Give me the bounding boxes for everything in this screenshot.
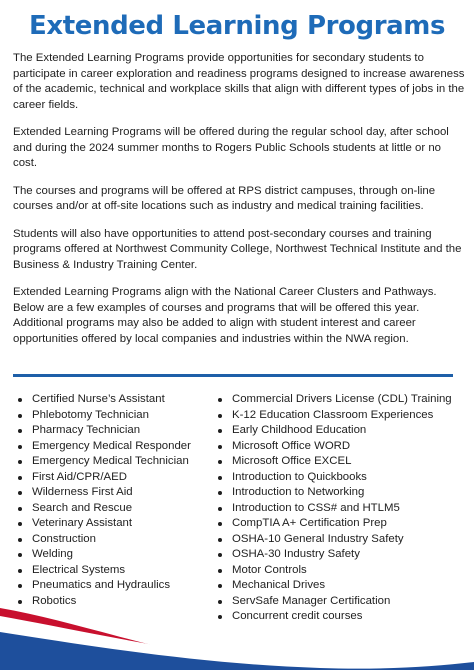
list-item: Wilderness First Aid <box>15 485 191 501</box>
list-item: Introduction to Networking <box>215 485 452 501</box>
list-item: Welding <box>15 547 191 563</box>
page-title: Extended Learning Programs <box>28 11 446 41</box>
intro-text <box>13 51 465 359</box>
list-item: Phlebotomy Technician <box>15 408 191 424</box>
list-item: OSHA-30 Industry Safety <box>215 547 452 563</box>
list-item: Microsoft Office EXCEL <box>215 454 452 470</box>
list-item: Early Childhood Education <box>215 423 452 439</box>
list-item: Veterinary Assistant <box>15 516 191 532</box>
list-item: Robotics <box>15 594 191 610</box>
list-item: Introduction to CSS# and HTLM5 <box>215 501 452 517</box>
paragraph-schedule: Extended Learning Programs will be offered during the regular school day, after school and during the 2024 summer months to Rogers Public Schools students at little or no cost. <box>13 126 449 169</box>
list-item: Mechanical Drives <box>215 578 452 594</box>
list-item: ServSafe Manager Certification <box>215 594 452 610</box>
list-item: Electrical Systems <box>15 563 191 579</box>
list-item: Concurrent credit courses <box>215 609 452 625</box>
paragraph-overview: The Extended Learning Programs provide opportunities for secondary students to participate in career exploration and readiness programs designed to increase awareness of the academic, technical and workplace skills that align with different types of jobs in the career fields. <box>13 52 465 111</box>
list-item: Emergency Medical Responder <box>15 439 191 455</box>
section-divider <box>13 374 453 377</box>
list-item: Microsoft Office WORD <box>215 439 452 455</box>
list-item: K-12 Education Classroom Experiences <box>215 408 452 424</box>
list-item: Construction <box>15 532 191 548</box>
list-item: First Aid/CPR/AED <box>15 470 191 486</box>
list-item: Pneumatics and Hydraulics <box>15 578 191 594</box>
list-item: OSHA-10 General Industry Safety <box>215 532 452 548</box>
list-item: Commercial Drivers License (CDL) Training <box>215 392 452 408</box>
list-item: Search and Rescue <box>15 501 191 517</box>
program-list-left <box>15 392 191 609</box>
paragraph-locations: The courses and programs will be offered at RPS district campuses, through on-line courses and/or at off-site locations such as industry and medical training facilities. <box>13 184 436 212</box>
list-item: CompTIA A+ Certification Prep <box>215 516 452 532</box>
list-item: Motor Controls <box>215 563 452 579</box>
decorative-swoosh <box>0 580 474 670</box>
list-item: Emergency Medical Technician <box>15 454 191 470</box>
list-item: Introduction to Quickbooks <box>215 470 452 486</box>
paragraph-postsecondary: Students will also have opportunities to attend post-secondary courses and training programs offered at Northwest Community College, Northwest Technical Institute and the Business & Industry Training Center. <box>13 227 462 271</box>
list-item: Pharmacy Technician <box>15 423 191 439</box>
paragraph-career-clusters: Extended Learning Programs align with the National Career Clusters and Pathways. Below are a few examples of courses and programs that will be offered this year. Additional programs may also be added to align with student interest and career opportunities offered by local companies and industries within the NWA region. <box>13 286 437 345</box>
list-item: Certified Nurse’s Assistant <box>15 392 191 408</box>
